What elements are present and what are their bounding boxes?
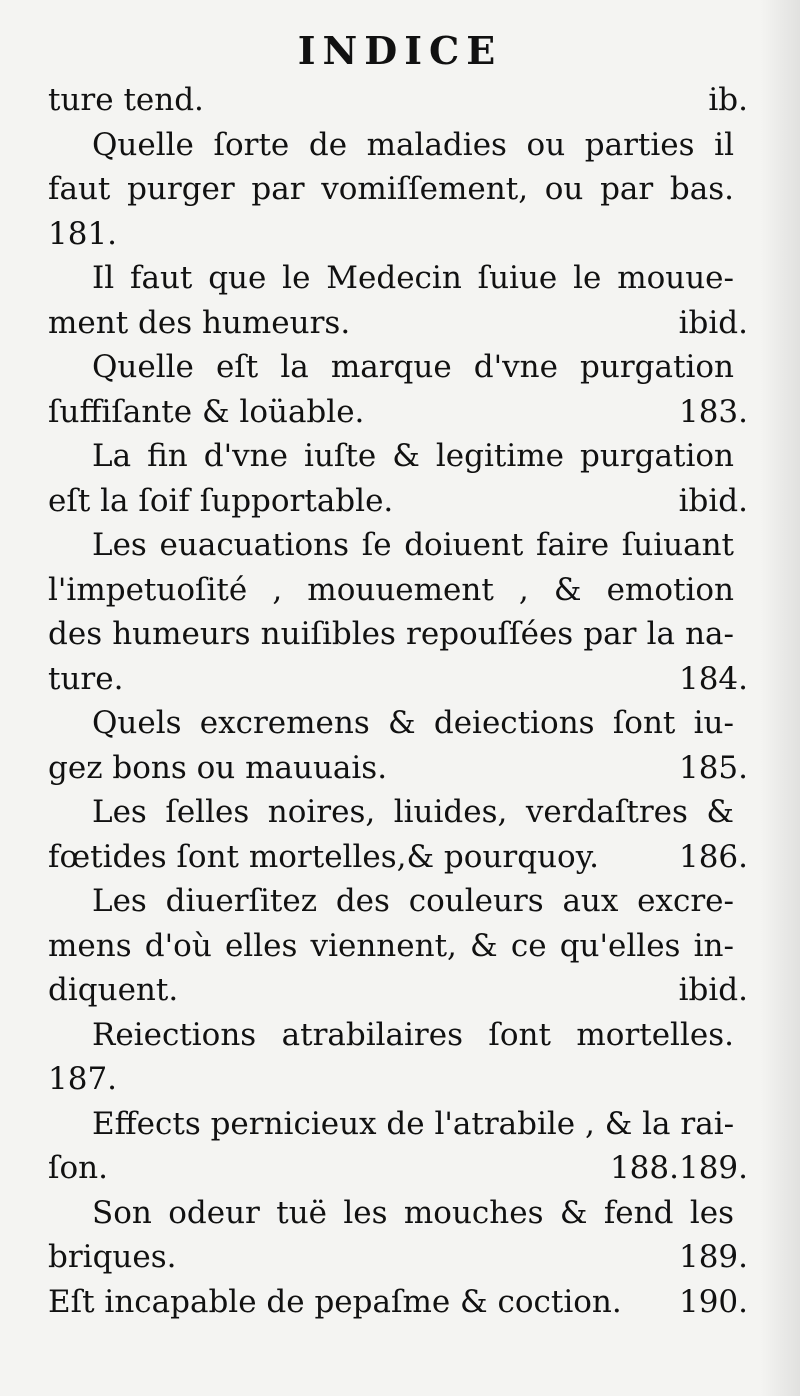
- index-line-text: Reiections atrabilaires ſont mortelles.: [92, 1016, 734, 1053]
- index-line: [48, 790, 748, 835]
- index-line-text: ſuffiſante & loüable.: [48, 393, 365, 430]
- index-page-ref: 190.: [678, 1283, 748, 1320]
- index-line-text: Il faut que le Medecin ſuiue le mouue-: [92, 260, 734, 296]
- index-line: [48, 657, 748, 702]
- index-line: [48, 968, 748, 1013]
- index-page-ref: 185.: [678, 749, 748, 786]
- index-line: [48, 1146, 748, 1191]
- index-line: [48, 1057, 748, 1102]
- index-line: [48, 835, 748, 880]
- index-line: [48, 390, 748, 435]
- index-line: [48, 479, 748, 524]
- index-page-ref: ibid.: [678, 304, 748, 341]
- index-line: [48, 123, 748, 168]
- index-line-text: l'impetuoſité , mouuement , & emotion: [48, 571, 734, 608]
- index-line-text: ſon.: [48, 1150, 108, 1186]
- index-line: [48, 1191, 748, 1236]
- index-page-ref: ib.: [708, 82, 748, 118]
- index-line-text: Effects pernicieux de l'atrabile , & la rai-: [92, 1105, 735, 1142]
- index-line-text: ture.: [48, 660, 124, 697]
- index-line-text: des humeurs nuiſibles repouſſées par la na-: [48, 616, 734, 652]
- index-line-text: faut purger par vomiſſement, ou par bas.: [48, 171, 734, 207]
- index-line-text: fœtides ſont mortelles,& pourquoy.: [48, 838, 599, 875]
- index-line-text: gez bons ou mauuais.: [48, 749, 388, 786]
- index-page-ref: 189.: [678, 1239, 748, 1275]
- index-line-text: mens d'où elles viennent, & ce qu'elles in-: [48, 927, 734, 964]
- index-page-ref: ibid.: [678, 972, 748, 1008]
- index-page-ref: 184.: [678, 660, 748, 697]
- index-line: [48, 1013, 748, 1058]
- index-line-text: Quelle ſorte de maladies ou parties il: [92, 126, 734, 163]
- index-page-ref: ibid.: [678, 482, 748, 519]
- index-line: [48, 212, 748, 257]
- index-line-text: 181.: [48, 215, 118, 252]
- index-line: [48, 924, 748, 969]
- index-entries: [48, 78, 748, 1324]
- index-line: [48, 167, 748, 212]
- index-line-text: ment des humeurs.: [48, 304, 351, 341]
- index-line: [48, 345, 748, 390]
- index-line-text: eſt la ſoif ſupportable.: [48, 482, 394, 519]
- index-line-text: La fin d'vne iuſte & legitime purgation: [92, 438, 734, 474]
- index-line-text: Quels excremens & deiections ſont iu-: [92, 705, 734, 741]
- page-header-title: INDICE: [297, 28, 503, 73]
- index-line: [48, 1102, 748, 1147]
- index-line: [48, 256, 748, 301]
- index-line-text: Quelle eſt la marque d'vne purgation: [92, 349, 734, 385]
- index-line: [48, 612, 748, 657]
- index-line: [48, 1235, 748, 1280]
- index-line: [48, 701, 748, 746]
- index-line-text: Les euacuations ſe doiuent faire ſuiuant: [92, 527, 734, 563]
- index-line-text: ture tend.: [48, 82, 204, 118]
- index-line-text: Les diuerſitez des couleurs aux excre-: [92, 883, 734, 919]
- index-page-ref: 183.: [678, 393, 748, 430]
- index-page-ref: 188.189.: [609, 1150, 748, 1186]
- index-page-ref: 186.: [678, 838, 748, 875]
- index-line: [48, 301, 748, 346]
- index-line: [48, 746, 748, 791]
- index-line-text: diquent.: [48, 972, 179, 1008]
- index-line: [48, 1280, 748, 1325]
- index-line-text: Les ſelles noires, liuides, verdaſtres &: [92, 794, 734, 830]
- index-line: [48, 434, 748, 479]
- index-line: [48, 568, 748, 613]
- index-line-text: Eſt incapable de pepaſme & coction.: [48, 1283, 622, 1320]
- index-line: [48, 523, 748, 568]
- index-line: [48, 78, 748, 123]
- index-line-text: Son odeur tuë les mouches & fend les: [92, 1194, 734, 1231]
- index-line: [48, 879, 748, 924]
- index-line-text: briques.: [48, 1239, 177, 1275]
- index-line-text: 187.: [48, 1061, 118, 1097]
